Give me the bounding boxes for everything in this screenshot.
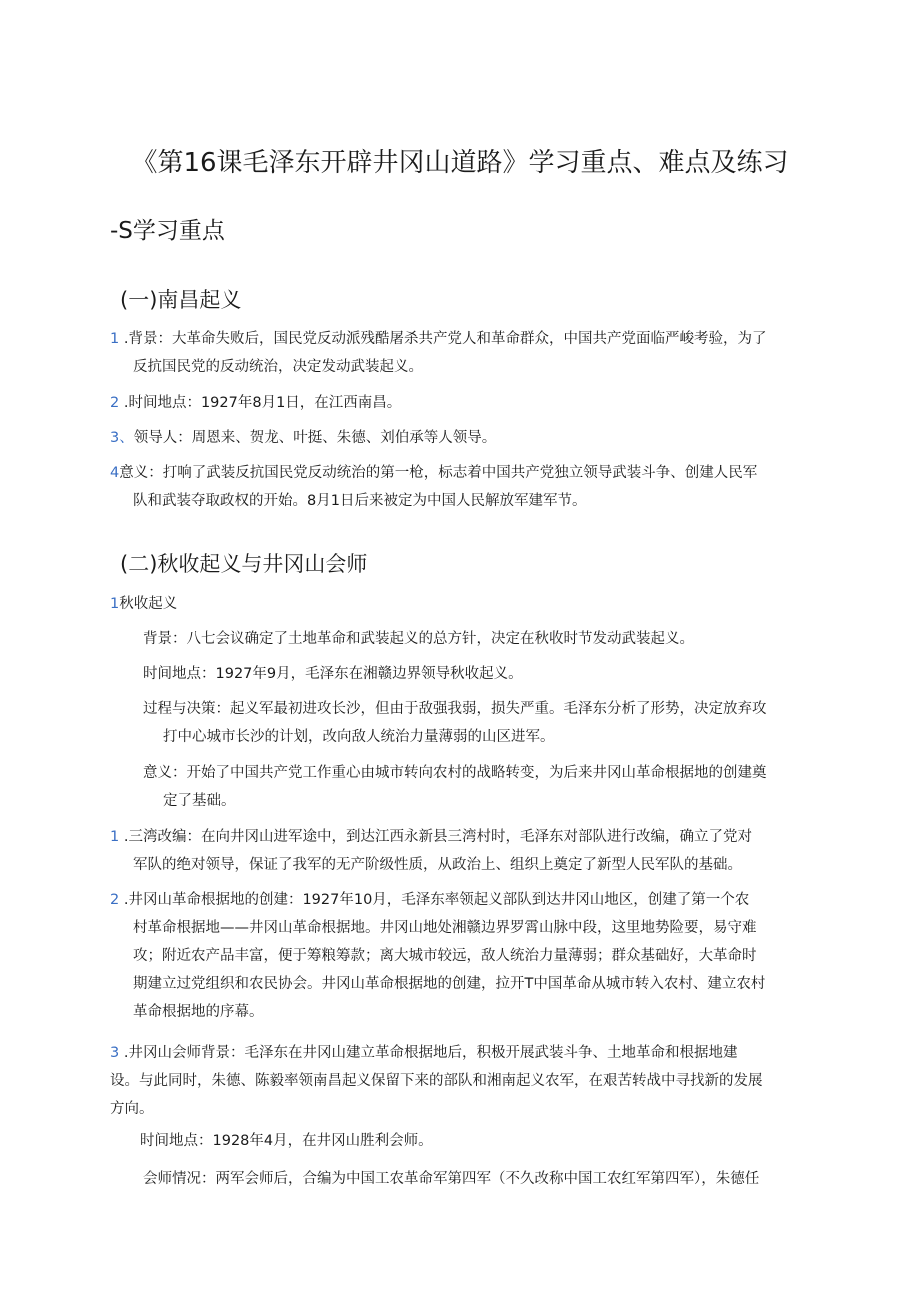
list-item xyxy=(110,886,749,914)
paragraph-background: 背景：八七会议确定了土地革命和武装起义的总方针，决定在秋收时节发动武装起义。 xyxy=(143,631,694,647)
item-text: .井冈山会师背景：毛泽东在井冈山建立革命根据地后，积极开展武装斗争、土地革命和根据地建 xyxy=(119,1045,738,1061)
subheading-autumn-harvest-uprising: (二)秋收起义与井冈山会师 xyxy=(120,552,368,576)
list-item xyxy=(110,325,766,353)
item-text: .背景：大革命失败后，国民党反动派残酷屠杀共产党人和革命群众，中国共产党面临严峻考验，为了 xyxy=(119,331,767,347)
item-text: 领导人：周恩来、贺龙、叶挺、朱德、刘伯承等人领导。 xyxy=(133,430,497,446)
item-text: .井冈山革命根据地的创建：1927年10月，毛泽东率领起义部队到达井冈山地区，创建了第一个农 xyxy=(119,892,750,908)
paragraph-continuation: 定了基础。 xyxy=(163,793,236,809)
item-text: .三湾改编：在向井冈山进军途中，到达江西永新县三湾村时，毛泽东对部队进行改编，确立了党对 xyxy=(119,829,752,845)
paragraph-meeting-time: 时间地点：1928年4月，在井冈山胜利会师。 xyxy=(140,1133,433,1149)
list-item-continuation: 设。与此同时，朱德、陈毅率领南昌起义保留下来的部队和湘南起义农军，在艰苦转战中寻找新的发展 xyxy=(110,1073,763,1089)
list-item-continuation: 期建立过党组织和农民协会。井冈山革命根据地的创建，拉开T中国革命从城市转入农村、建立农村 xyxy=(133,976,766,992)
list-item-continuation: 军队的绝对领导，保证了我军的无产阶级性质，从政治上、组织上奠定了新型人民军队的基础。 xyxy=(133,857,742,873)
list-item-continuation: 队和武装夺取政权的开始。8月1日后来被定为中国人民解放军建军节。 xyxy=(133,493,587,509)
list-item-continuation: 攻；附近农产品丰富，便于筹粮筹款；离大城市较远，敌人统治力量薄弱；群众基础好，大革命时 xyxy=(133,948,757,964)
paragraph-time-place: 时间地点：1927年9月，毛泽东在湘赣边界领导秋收起义。 xyxy=(143,666,523,682)
item-number: 2 xyxy=(110,395,120,411)
item-text: 秋收起义 xyxy=(119,596,178,612)
item-number: 1 xyxy=(110,829,120,845)
paragraph-process: 过程与决策：起义军最初进攻长沙，但由于敌强我弱，损失严重。毛泽东分析了形势，决定放弃攻 xyxy=(143,701,767,717)
subheading-nanchang-uprising: (一)南昌起义 xyxy=(120,288,242,312)
list-item-continuation: 村革命根据地——井冈山革命根据地。井冈山地处湘赣边界罗霄山脉中段，这里地势险要，易守难 xyxy=(133,920,757,936)
list-item-continuation: 方向。 xyxy=(110,1101,154,1117)
list-item xyxy=(110,823,752,851)
item-number: 1 xyxy=(110,596,120,612)
item-text: .时间地点：1927年8月1日，在江西南昌。 xyxy=(119,395,402,411)
list-item xyxy=(110,1039,737,1067)
list-item xyxy=(110,590,177,618)
list-item-continuation: 革命根据地的序幕。 xyxy=(133,1004,264,1020)
item-number: 3、 xyxy=(110,430,134,446)
item-text: 意义：打响了武装反抗国民党反动统治的第一枪，标志着中国共产党独立领导武装斗争、创建人民军 xyxy=(119,465,758,481)
item-number: 2 xyxy=(110,892,120,908)
paragraph-meeting-situation: 会师情况：两军会师后，合编为中国工农革命军第四军（不久改称中国工农红军第四军），朱德任 xyxy=(143,1171,760,1187)
list-item xyxy=(110,389,401,417)
paragraph-continuation: 打中心城市长沙的计划，改向敌人统治力量薄弱的山区进军。 xyxy=(163,729,555,745)
item-number: 3 xyxy=(110,1045,120,1061)
section-heading-key-points: -S学习重点 xyxy=(110,218,225,244)
list-item xyxy=(110,424,496,452)
list-item xyxy=(110,459,757,487)
item-number: 1 xyxy=(110,331,120,347)
list-item-continuation: 反抗国民党的反动统治，决定发动武装起义。 xyxy=(133,359,423,375)
item-number: 4 xyxy=(110,465,120,481)
paragraph-significance: 意义：开始了中国共产党工作重心由城市转向农村的战略转变，为后来井冈山革命根据地的创建奠 xyxy=(143,765,767,781)
document-title: 《第16课毛泽东开辟井冈山道路》学习重点、难点及练习 xyxy=(131,148,789,178)
